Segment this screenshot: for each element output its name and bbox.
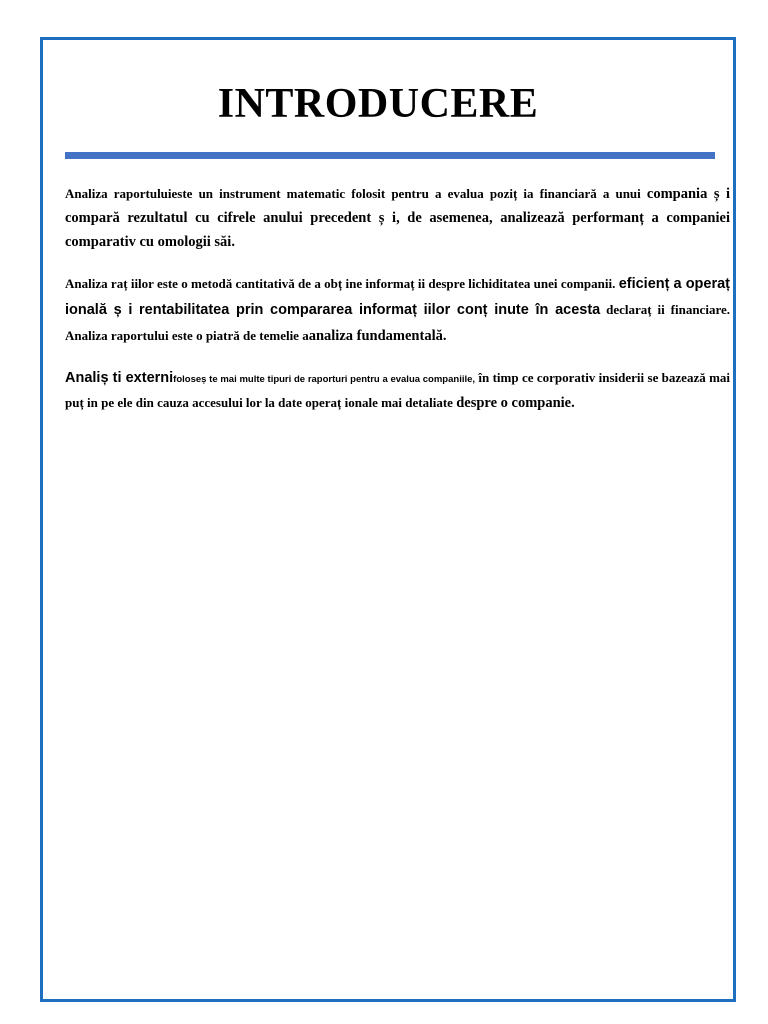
paragraph-1-run-1: Analiza raportuluieste un instrument matematic folosit pentru a evalua poziț ia financiară a unui [65,186,641,201]
paragraph-3-run-1: Analiș ti externi [65,370,174,386]
title-underline-rule [65,152,715,159]
paragraph-1 [65,182,730,254]
document-title: INTRODUCERE [217,81,539,127]
paragraph-3 [65,366,730,415]
paragraph-3-run-2: foloseș te mai multe tipuri de raporturi pentru a evalua companiile, [173,374,476,385]
paragraph-2-run-4: analiza fundamentală. [308,328,447,344]
paragraph-1-run-2: compania ș i compară rezultatul cu cifrele anului precedent ș i, de asemenea, analizează performanț a companiei comparativ cu omologii săi. [65,186,730,250]
paragraph-3-run-3: în timp ce corporativ insiderii se bazează mai puț in pe ele din cauza accesului lor la date operaț ionale mai detaliate [65,370,731,410]
paragraph-2-run-2: eficienț a operaț ională ș i rentabilitatea prin compararea informaț iilor conț inute în acesta [65,276,731,318]
paragraph-2-run-1: Analiza raț iilor este o metodă cantitativă de a obț ine informaț ii despre lichiditatea unei companii. [65,276,616,291]
document-body [65,182,730,432]
paragraph-2 [65,271,730,349]
paragraph-2-run-3: declaraț ii financiare. Analiza raportului este o piatră de temelie a [65,302,730,343]
page-frame [40,37,736,1002]
paragraph-3-run-4: despre o companie. [456,395,575,411]
